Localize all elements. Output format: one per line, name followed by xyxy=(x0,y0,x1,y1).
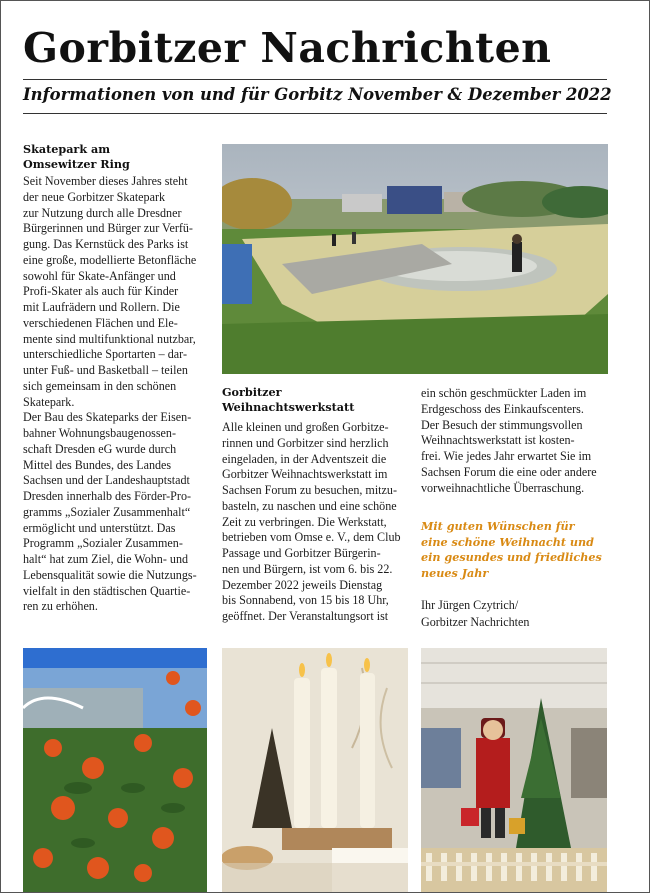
skatepark-heading-line: Omsewitzer Ring xyxy=(23,157,130,171)
article-line: Gorbitzer Weihnachtswerkstatt im xyxy=(222,467,388,482)
article-line: Weihnachtswerkstatt ist kosten- xyxy=(421,433,575,448)
article-line: Mittel des Bundes, des Landes xyxy=(23,457,172,472)
article-line: Seit November dieses Jahres steht xyxy=(23,174,188,188)
wish-line: eine schöne Weihnacht und xyxy=(421,534,595,549)
article-line: mente sind multifunktional nutzbar, xyxy=(23,331,196,346)
article-line: ren zu erhöhen. xyxy=(23,599,98,614)
article-line: gung. Das Kernstück des Parks ist xyxy=(23,237,189,251)
article-line: Dezember 2022 jeweils Dienstag xyxy=(222,577,383,592)
article-line: halt“ hat zum Ziel, die Wohn- und xyxy=(23,552,189,566)
werkstatt-article-body xyxy=(222,420,414,625)
article-line: Passage und Gorbitzer Bürgerin- xyxy=(222,546,381,560)
werkstatt-heading-line: Gorbitzer xyxy=(222,385,282,399)
masthead-title: Gorbitzer Nachrichten xyxy=(23,24,552,72)
masthead-subtitle: Informationen von und für Gorbitz November & Dezember 2022 xyxy=(23,85,612,104)
article-line: Der Bau des Skateparks der Eisen- xyxy=(23,410,192,425)
wish-line: neues Jahr xyxy=(421,565,489,580)
article-line: Skatepark. xyxy=(23,394,75,409)
signature-line: Gorbitzer Nachrichten xyxy=(421,615,530,629)
skatepark-heading-line: Skatepark am xyxy=(23,142,111,156)
article-line: Programm „Sozialer Zusammen- xyxy=(23,536,183,551)
article-line: Sachsen Forum die eine oder andere xyxy=(421,464,597,479)
wish-line: Mit guten Wünschen für xyxy=(421,519,575,533)
article-line: ermöglicht und unterstützt. Das xyxy=(23,520,176,535)
werkstatt-article-continuation xyxy=(421,386,611,496)
article-line: sich gemeinsam in den schönen xyxy=(23,378,177,393)
article-line: eine große, modellierte Betonfläche xyxy=(23,252,197,267)
article-line: betrieben vom Omse e. V., dem Club xyxy=(222,530,401,545)
article-line: schaft Dresden eG wurde durch xyxy=(23,441,177,456)
skatepark-photo xyxy=(222,144,608,374)
skatepark-article-body xyxy=(23,174,215,615)
article-line: Alle kleinen und großen Gorbitze- xyxy=(222,420,389,434)
advent-candles-photo xyxy=(222,648,408,892)
article-line: unterschiedliche Sportarten – dar- xyxy=(23,347,187,362)
article-line: nen und Bürgern, ist vom 6. bis 22. xyxy=(222,561,393,576)
article-line: Profi-Skater als auch für Kinder xyxy=(23,284,179,299)
article-line: bis Sonnabend, von 15 bis 18 Uhr, xyxy=(222,593,389,608)
firethorn-berries-photo xyxy=(23,648,207,892)
holiday-wishes xyxy=(421,519,613,581)
nutcracker-christmas-tree-photo xyxy=(421,648,607,892)
skatepark-heading xyxy=(23,142,213,172)
article-line: Sachsen und der Landeshauptstadt xyxy=(23,473,190,488)
article-line: Der Besuch der stimmungsvollen xyxy=(421,417,583,432)
article-line: bahner Wohnungsbaugenossen- xyxy=(23,426,176,440)
article-line: Dresden innerhalb des Förder-Pro- xyxy=(23,489,192,503)
article-line: zur Nutzung durch alle Dresdner xyxy=(23,205,182,220)
signature-line: Ihr Jürgen Czytrich/ xyxy=(421,598,519,612)
wish-line: ein gesundes und friedliches xyxy=(421,550,602,564)
werkstatt-heading-line: Weihnachtswerkstatt xyxy=(222,400,355,414)
article-line: verschiedenen Flächen und Ele- xyxy=(23,315,178,330)
article-line: der neue Gorbitzer Skatepark xyxy=(23,189,166,204)
masthead-rule-top xyxy=(23,79,607,80)
werkstatt-heading xyxy=(222,385,412,415)
article-line: eingeladen, in der Adventszeit die xyxy=(222,451,387,466)
article-line: geöffnet. Der Veranstaltungsort ist xyxy=(222,609,389,623)
article-line: sowohl für Skate-Anfänger und xyxy=(23,268,176,283)
article-line: frei. Wie jedes Jahr erwartet Sie im xyxy=(421,449,592,463)
article-line: Lebensqualität sowie die Nutzungs- xyxy=(23,567,197,582)
masthead-rule-bottom xyxy=(23,113,607,114)
article-line: mit Laufrädern und Rollern. Die xyxy=(23,300,180,314)
article-line: rinnen und Gorbitzer sind herzlich xyxy=(222,435,389,450)
article-line: unter Fuß- und Basketball – teilen xyxy=(23,363,188,377)
article-line: basteln, zu naschen und eine schöne xyxy=(222,498,397,513)
article-line: vielfalt in den städtischen Quartie- xyxy=(23,583,191,598)
article-line: vorweihnachtliche Überraschung. xyxy=(421,480,585,495)
article-line: Zeit zu verbringen. Die Werkstatt, xyxy=(222,514,387,529)
article-line: ein schön geschmückter Laden im xyxy=(421,386,587,400)
signature xyxy=(421,597,611,631)
article-line: Erdgeschoss des Einkaufscenters. xyxy=(421,401,584,416)
article-line: Bürgerinnen und Bürger zur Verfü- xyxy=(23,221,193,236)
article-line: Sachsen Forum zu besuchen, mitzu- xyxy=(222,483,397,497)
article-line: gramms „Sozialer Zusammenhalt“ xyxy=(23,504,191,519)
